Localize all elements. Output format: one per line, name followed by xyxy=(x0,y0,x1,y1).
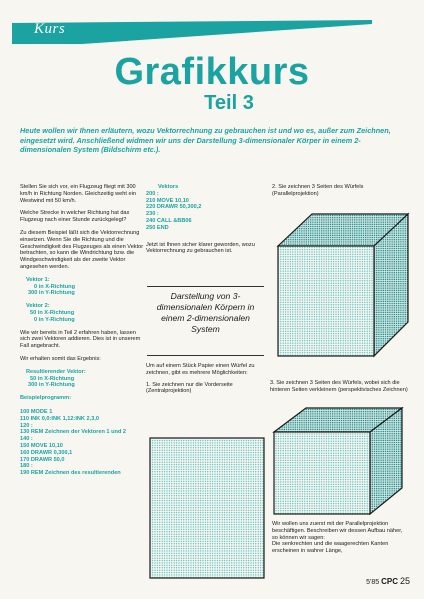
program-listing xyxy=(146,184,264,232)
code-line: 190 REM Zeichnen des resultierenden xyxy=(20,470,121,477)
page-title: Grafikkurs xyxy=(114,51,310,93)
program-listing xyxy=(20,409,146,477)
column-2-lower xyxy=(146,363,264,400)
program-label: Beispielprogramm: xyxy=(20,395,71,402)
vector-value: 300 in Y-Richtung xyxy=(28,382,75,389)
code-line: 250 END xyxy=(146,224,169,231)
caption-perspective: 3. Sie zeichnen 3 Seiten des Würfels, wobei sich die hinteren Seiten verkleinern (perspektivisches Zeichnen) xyxy=(270,380,408,393)
code-line: 130 REM Zeichnen der Vektoren 1 und 2 xyxy=(20,429,127,436)
paragraph: Die senkrechten und die waagerechten Kanten erscheinen in wahrer Länge, xyxy=(272,541,389,555)
vector-value: 50 in X-Richtung xyxy=(30,375,75,382)
paragraph: 1. Sie zeichnen nur die Vorderseite (Zentralprojektion) xyxy=(146,381,233,395)
vector-2-block xyxy=(20,303,146,323)
section-label: Kurs xyxy=(34,21,66,37)
column-1 xyxy=(20,184,146,477)
header-band xyxy=(12,20,372,44)
vector-1-block xyxy=(20,277,146,297)
page-footer xyxy=(366,576,410,586)
paragraph: Wir erhalten somit das Ergebnis: xyxy=(20,355,101,362)
perspective-cube-figure xyxy=(270,404,410,518)
paragraph: Wir wollen uns zuerst mit der Parallelprojektion beschäftigen. Beschreiben wir dessen Aufbau näher, so können wir sagen: xyxy=(272,521,403,541)
vector-value: 0 in Y-Richtung xyxy=(34,316,75,323)
code-line: 240 CALL &BB06 xyxy=(146,217,192,224)
paragraph: Um auf einem Stück Papier einen Würfel zu zeichnen, gibt es mehrere Möglichkeiten: xyxy=(146,363,255,376)
code-line: 180 : xyxy=(20,463,33,470)
code-line: 110 INK 0,0:INK 1,12:INK 2,3,0 xyxy=(20,415,99,422)
code-line: 140 : xyxy=(20,436,33,443)
code-line: 170 DRAWR 50,0 xyxy=(20,456,65,463)
vector-label: Resultierender Vektor: xyxy=(26,368,86,375)
intro-paragraph: Heute wollen wir Ihnen erläutern, wozu Vektorrechnung zu gebrauchen ist und wo es, außer zum Zeichnen, eingesetzt wird. Anschließend widmen wir uns der Darstellung 3-dimensionaler Körper in einem 2-dimensionalen System (Bildschirm etc.). xyxy=(20,126,391,155)
code-line: 230 : xyxy=(146,211,159,218)
paragraph: Stellen Sie sich vor, ein Flugzeug fliegt mit 300 km/h in Richtung Norden. Gleichzeitig weht ein Westwind mit 50 km/h. xyxy=(20,184,136,204)
page-number: 25 xyxy=(399,576,410,586)
vector-value: 0 in X-Richtung xyxy=(34,283,76,290)
code-line: 220 DRAWR 50,300,2 xyxy=(146,204,202,211)
page-subtitle: Teil 3 xyxy=(204,92,254,114)
vector-label: Vektor 1: xyxy=(26,276,50,283)
subheading: Darstellung von 3-dimensionalen Körpern in einem 2-dimensionalen System xyxy=(156,291,255,334)
code-line: 200 : xyxy=(146,190,159,197)
code-line: 100 MODE 1 xyxy=(20,408,53,415)
paragraph: Wie wir bereits in Teil 2 erfahren haben, lassen sich zwei Vektoren addieren. Dies ist in unserem Fall angebracht. xyxy=(20,329,141,350)
code-line: 150 MOVE 10,10 xyxy=(20,442,63,449)
vector-label: Vektor 2: xyxy=(26,303,50,310)
vector-value: 50 in X-Richtung xyxy=(30,309,75,316)
issue-number: 5'85 xyxy=(366,579,380,586)
column-3-text xyxy=(272,521,404,555)
result-vector-block xyxy=(20,369,146,389)
square-figure xyxy=(149,437,265,579)
paragraph: Jetzt ist Ihnen sicher klarer geworden, wozu Vektorrechnung zu gebrauchen ist. xyxy=(146,241,255,255)
caption-parallel: 2. Sie zeichnen 3 Seiten des Würfels (Parallelprojektion) xyxy=(272,184,364,197)
vector-value: 300 in Y-Richtung xyxy=(28,290,75,297)
code-line: 210 MOVE 10,10 xyxy=(146,197,189,204)
code-line: 160 DRAWR 0,300,1 xyxy=(20,449,73,456)
code-line: Vektors xyxy=(158,184,179,190)
magazine-name: CPC xyxy=(381,577,399,586)
parallel-cube-figure xyxy=(270,210,412,360)
paragraph: Zu diesem Beispiel läßt sich die Vektorrechnung einsetzen. Wenn Sie die Richtung und die Geschwindigkeit des Flugzeuges als einen Vektor betrachten, so kann die Windrichtung bzw. die Windgeschwindigkeit als der zweite Vektor angesehen werden. xyxy=(20,229,144,270)
column-2 xyxy=(146,184,264,255)
code-line: 120 : xyxy=(20,422,33,429)
paragraph: Welche Strecke in welcher Richtung hat das Flugzeug nach einer Stunde zurückgelegt? xyxy=(20,210,130,224)
